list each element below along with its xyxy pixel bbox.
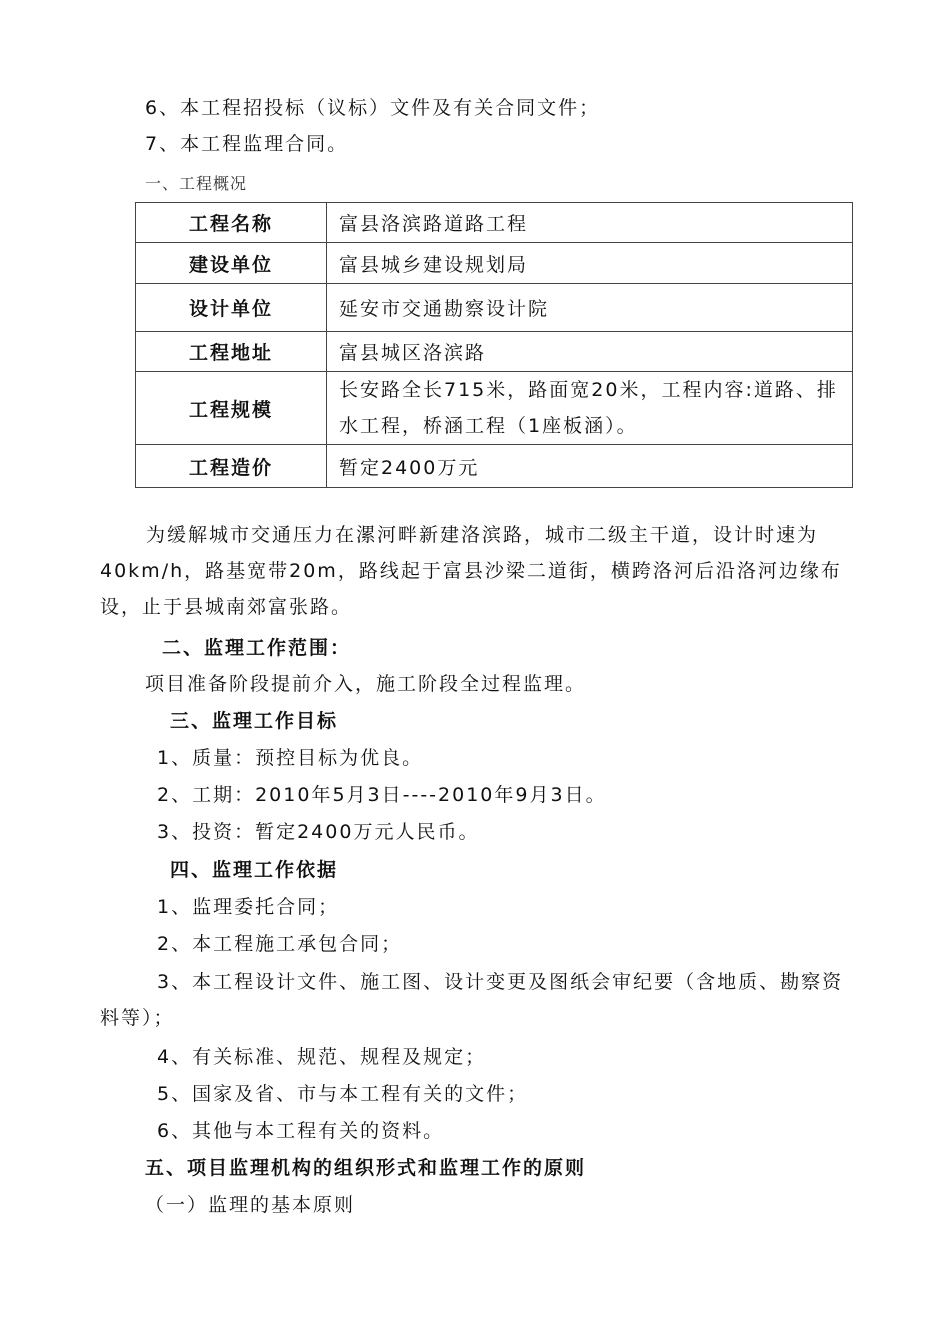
organization-subheading: （一）监理的基本原则: [145, 1194, 356, 1216]
intro-item-6: 6、本工程招投标（议标）文件及有关合同文件；: [145, 97, 601, 119]
table-value-cell: 长安路全长715米，路面宽20米，工程内容:道路、排水工程，桥涵工程（1座板涵）。: [327, 372, 853, 445]
basis-item: 4、有关标准、规范、规程及规定；: [157, 1046, 487, 1068]
table-value-cell: 富县城乡建设规划局: [327, 243, 853, 284]
goal-item: 3、投资：暂定2400万元人民币。: [157, 821, 480, 843]
table-row: [136, 203, 853, 243]
goals-heading: 三、监理工作目标: [170, 710, 339, 732]
basis-item: 6、其他与本工程有关的资料。: [157, 1120, 445, 1142]
table-key-cell: 工程名称: [136, 203, 327, 243]
table-row: [136, 332, 853, 372]
table-value-cell: 富县城区洛滨路: [327, 332, 853, 372]
basis-item: 5、国家及省、市与本工程有关的文件；: [157, 1083, 529, 1105]
scope-heading: 二、监理工作范围：: [162, 637, 352, 659]
goal-item: 2、工期：2010年5月3日----2010年9月3日。: [157, 784, 607, 806]
table-value-cell: 延安市交通勘察设计院: [327, 284, 853, 332]
basis-heading: 四、监理工作依据: [170, 859, 339, 881]
table-key-cell: 工程地址: [136, 332, 327, 372]
table-row: [136, 284, 853, 332]
scope-text: 项目准备阶段提前介入，施工阶段全过程监理。: [145, 673, 587, 695]
table-key-cell: 工程规模: [136, 372, 327, 445]
table-row: [136, 372, 853, 445]
intro-item-7: 7、本工程监理合同。: [145, 133, 349, 155]
table-row: [136, 243, 853, 284]
basis-item: 2、本工程施工承包合同；: [157, 933, 403, 955]
organization-heading: 五、项目监理机构的组织形式和监理工作的原则: [145, 1157, 587, 1179]
basis-item: 3、本工程设计文件、施工图、设计变更及图纸会审纪要（含地质、勘察资料等）；: [100, 971, 844, 1029]
goal-item: 1、质量：预控目标为优良。: [157, 747, 424, 769]
overview-heading: 一、工程概况: [145, 174, 248, 193]
table-row: [136, 445, 853, 488]
table-key-cell: 设计单位: [136, 284, 327, 332]
project-description: 为缓解城市交通压力在漯河畔新建洛滨路，城市二级主干道，设计时速为40km/h，路基宽带20m，路线起于富县沙梁二道街，横跨洛河后沿洛河边缘布设，止于县城南郊富张路。: [100, 524, 842, 618]
table-key-cell: 工程造价: [136, 445, 327, 488]
table-value-cell: 暂定2400万元: [327, 445, 853, 488]
project-overview-table: [135, 202, 853, 488]
basis-item: 1、监理委托合同；: [157, 896, 340, 918]
table-value-cell: 富县洛滨路道路工程: [327, 203, 853, 243]
table-key-cell: 建设单位: [136, 243, 327, 284]
